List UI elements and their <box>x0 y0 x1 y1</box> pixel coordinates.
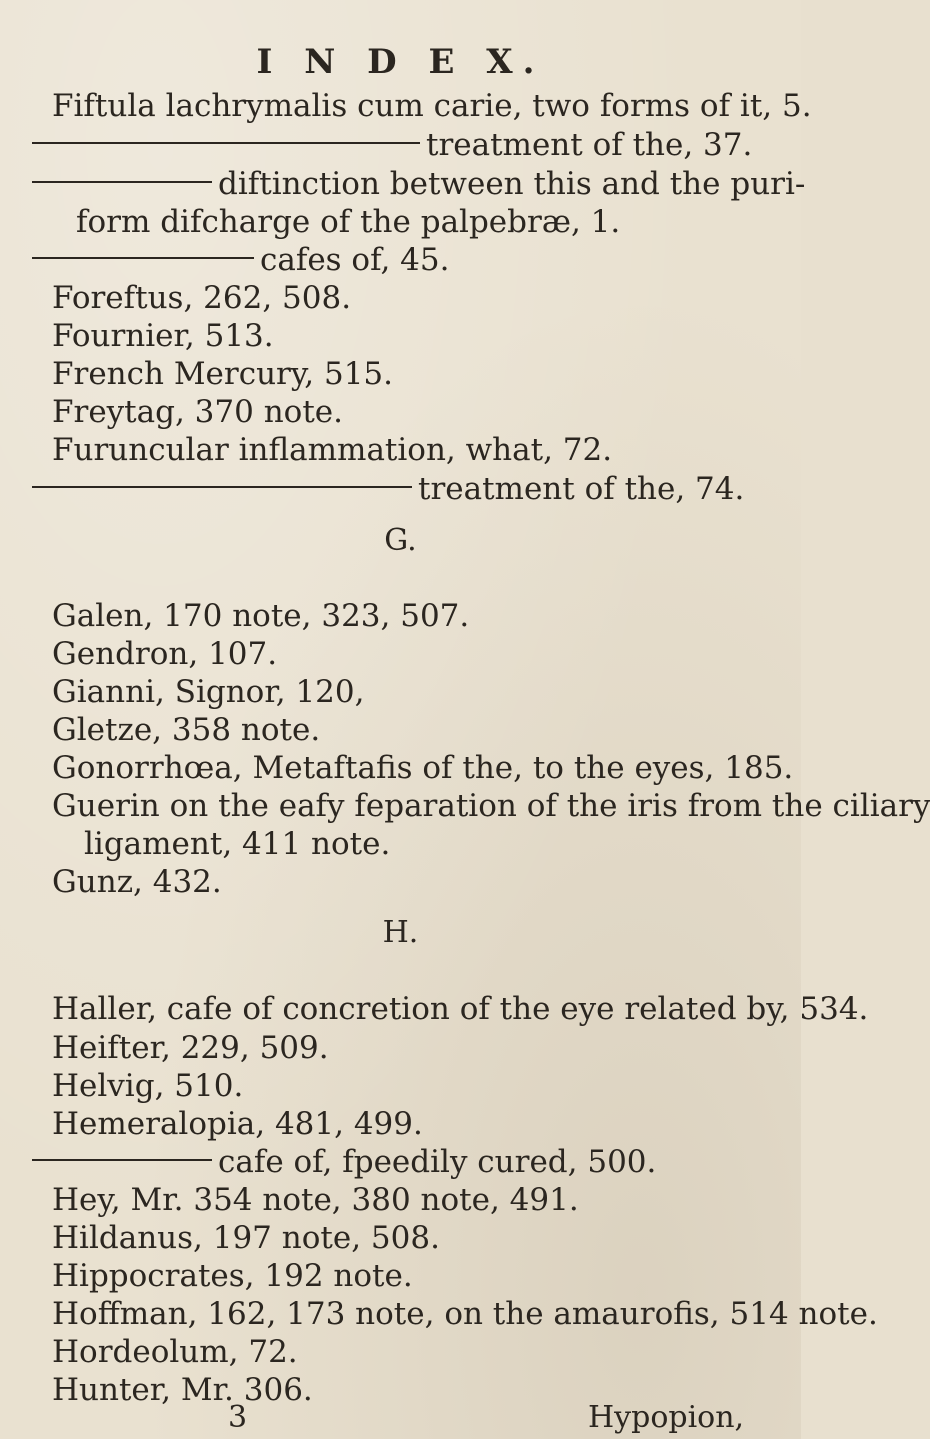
index-subentry: cafes of, 45. <box>32 242 449 278</box>
page-header: I N D E X. <box>256 42 545 82</box>
index-continuation: form difcharge of the palpebræ, 1. <box>76 204 621 240</box>
index-entry: Hey, Mr. 354 note, 380 note, 491. <box>52 1182 579 1218</box>
index-entry: Freytag, 370 note. <box>52 394 343 430</box>
index-continuation: ligament, 411 note. <box>84 826 391 862</box>
catchword: Hypopion, <box>588 1400 745 1435</box>
index-entry: Gendron, 107. <box>52 636 278 672</box>
index-entry: Hunter, Mr. 306. <box>52 1372 313 1408</box>
section-letter: H. <box>382 915 419 950</box>
index-entry: Heifter, 229, 509. <box>52 1030 329 1066</box>
index-entry: Gianni, Signor, 120, <box>52 674 365 710</box>
index-entry: Hordeolum, 72. <box>52 1334 298 1370</box>
section-letter: G. <box>384 523 417 558</box>
index-entry: Helvig, 510. <box>52 1068 244 1104</box>
index-entry: Fiftula lachrymalis cum carie, two forms of it, 5. <box>52 88 812 124</box>
index-entry: Fournier, 513. <box>52 318 274 354</box>
index-entry: Gonorrhœa, Metaftafis of the, to the eyes, 185. <box>52 750 794 786</box>
index-entry: Foreftus, 262, 508. <box>52 280 352 316</box>
index-subentry: treatment of the, 37. <box>32 127 752 163</box>
index-entry: Galen, 170 note, 323, 507. <box>52 598 470 634</box>
index-entry: Furuncular inflammation, what, 72. <box>52 432 613 468</box>
ditto-dash <box>32 257 254 259</box>
ditto-dash <box>32 142 420 144</box>
ditto-dash <box>32 1159 212 1161</box>
index-entry: Hildanus, 197 note, 508. <box>52 1220 440 1256</box>
signature-mark: 3 <box>228 1400 248 1435</box>
index-subentry: treatment of the, 74. <box>32 471 744 507</box>
index-subentry: diftinction between this and the puri- <box>32 166 805 202</box>
index-entry: Gunz, 432. <box>52 864 222 900</box>
index-entry: Guerin on the eafy feparation of the iris from the ciliary <box>52 788 930 824</box>
ditto-dash <box>32 486 412 488</box>
index-entry: French Mercury, 515. <box>52 356 393 392</box>
index-entry: Haller, cafe of concretion of the eye related by, 534. <box>52 991 869 1027</box>
ditto-dash <box>32 181 212 183</box>
index-entry: Hippocrates, 192 note. <box>52 1258 413 1294</box>
index-subentry: cafe of, fpeedily cured, 500. <box>32 1144 656 1180</box>
index-entry: Hemeralopia, 481, 499. <box>52 1106 423 1142</box>
index-entry: Gletze, 358 note. <box>52 712 321 748</box>
index-entry: Hoffman, 162, 173 note, on the amaurofis, 514 note. <box>52 1296 878 1332</box>
